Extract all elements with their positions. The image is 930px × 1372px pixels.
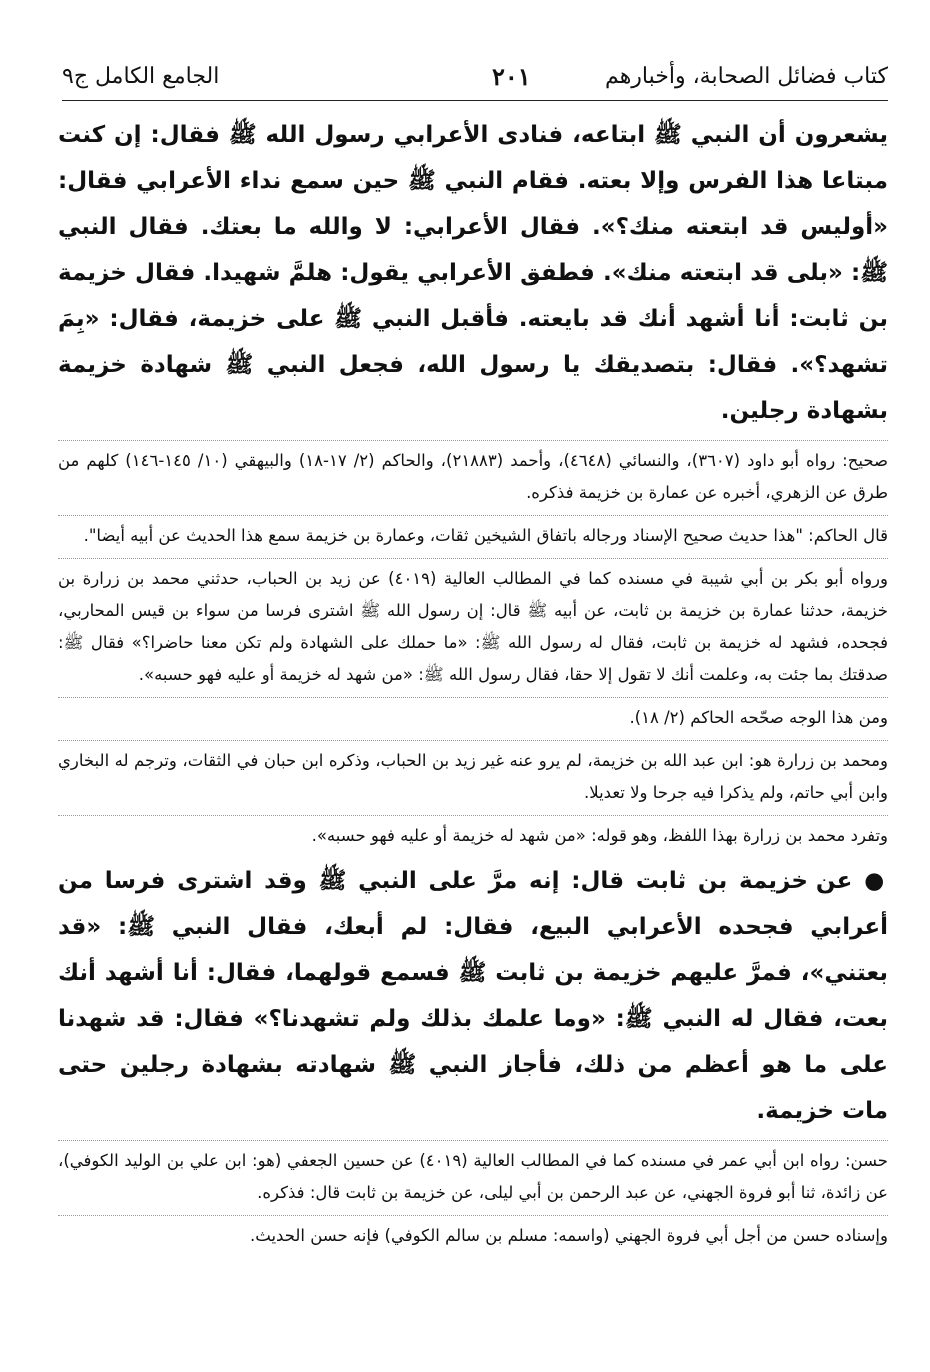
- page-number: ٢٠١: [492, 62, 531, 91]
- takhrij-note: [58, 558, 888, 697]
- note-text: ومن هذا الوجه صحّحه الحاكم (٢/ ١٨).: [629, 708, 888, 727]
- takhrij-note: [58, 815, 888, 858]
- book-title: كتاب فضائل الصحابة، وأخبارهم: [605, 64, 888, 89]
- takhrij-note: [58, 1215, 888, 1258]
- takhrij-note: [58, 1140, 888, 1215]
- takhrij-note: [58, 440, 888, 515]
- note-text: وتفرد محمد بن زرارة بهذا اللفظ، وهو قوله: «من شهد له خزيمة أو عليه فهو حسبه».: [311, 826, 888, 845]
- hadith-paragraph: [58, 112, 888, 434]
- note-text: حسن: رواه ابن أبي عمر في مسنده كما في المطالب العالية (٤٠١٩) عن حسين الجعفي (هو: ابن علي بن الوليد الكوفي)، عن زائدة، ثنا أبو فروة الجهني، عن عبد الرحمن بن أبي ليلى، عن خزيمة بن ثابت قال: فذكره.: [58, 1151, 888, 1202]
- takhrij-note: [58, 515, 888, 558]
- note-text: ومحمد بن زرارة هو: ابن عبد الله بن خزيمة، لم يرو عنه غير زيد بن الحباب، وذكره ابن حبان في الثقات، وترجم له البخاري وابن أبي حاتم، ولم يذكرا فيه جرحا ولا تعديلا.: [58, 751, 888, 802]
- takhrij-note: [58, 697, 888, 740]
- note-text: قال الحاكم: "هذا حديث صحيح الإسناد ورجاله باتفاق الشيخين ثقات، وعمارة بن خزيمة سمع هذا الحديث عن أبيه أيضا".: [83, 526, 888, 545]
- hadith-text: عن خزيمة بن ثابت قال: إنه مرَّ على النبي ﷺ وقد اشترى فرسا من أعرابي فجحده الأعرابي البيع، فقال: لم أبعك، فقال النبي ﷺ: «قد بعتني»، فمرَّ عليهم خزيمة بن ثابت ﷺ فسمع قولهما، فقال: أنا أشهد أنك بعت، فقال له النبي ﷺ: «وما علمك بذلك ولم تشهدنا؟» فقال: قد شهدنا على ما هو أعظم من ذلك، فأجاز النبي ﷺ شهادته بشهادة رجلين حتى مات خزيمة.: [58, 868, 888, 1124]
- note-text: ورواه أبو بكر بن أبي شيبة في مسنده كما في المطالب العالية (٤٠١٩) عن زيد بن الحباب، حدثني محمد بن زرارة بن خزيمة، حدثنا عمارة بن خزيمة بن ثابت، عن أبيه ﷺ قال: إن رسول الله ﷺ اشترى فرسا من سواء بن قيس المحاربي، فجحده، فشهد له خزيمة بن ثابت، فقال له رسول الله ﷺ: «ما حملك على الشهادة ولم تكن معنا حاضرا؟» فقال ﷺ: صدقتك بما جئت به، وعلمت أنك لا تقول إلا حقا، فقال رسول الله ﷺ: «من شهد له خزيمة أو عليه فهو حسبه».: [58, 569, 888, 684]
- hadith-text: يشعرون أن النبي ﷺ ابتاعه، فنادى الأعرابي رسول الله ﷺ فقال: إن كنت مبتاعا هذا الفرس وإلا بعته. فقام النبي ﷺ حين سمع نداء الأعرابي فقال: «أوليس قد ابتعته منك؟». فقال الأعرابي: لا والله ما بعتك. فقال النبي ﷺ: «بلى قد ابتعته منك». فطفق الأعرابي يقول: هلمَّ شهيدا. فقال خزيمة بن ثابت: أنا أشهد أنك قد بايعته. فأقبل النبي ﷺ على خزيمة، فقال: «بِمَ تشهد؟». فقال: بتصديقك يا رسول الله، فجعل النبي ﷺ شهادة خزيمة بشهادة رجلين.: [58, 122, 888, 424]
- page-body: [58, 112, 888, 1258]
- page-header: [62, 60, 888, 101]
- note-text: صحيح: رواه أبو داود (٣٦٠٧)، والنسائي (٤٦٤٨)، وأحمد (٢١٨٨٣)، والحاكم (٢/ ١٧-١٨) والبيهقي (١٠/ ١٤٥-١٤٦) كلهم من طرق عن الزهري، أخبره عن عمارة بن خزيمة فذكره.: [58, 451, 889, 502]
- note-text: وإسناده حسن من أجل أبي فروة الجهني (واسمه: مسلم بن سالم الكوفي) فإنه حسن الحديث.: [250, 1226, 888, 1245]
- bullet-icon: ●: [864, 868, 888, 894]
- takhrij-note: [58, 740, 888, 815]
- hadith-paragraph: [58, 858, 888, 1134]
- volume-label: الجامع الكامل ج٩: [62, 64, 220, 89]
